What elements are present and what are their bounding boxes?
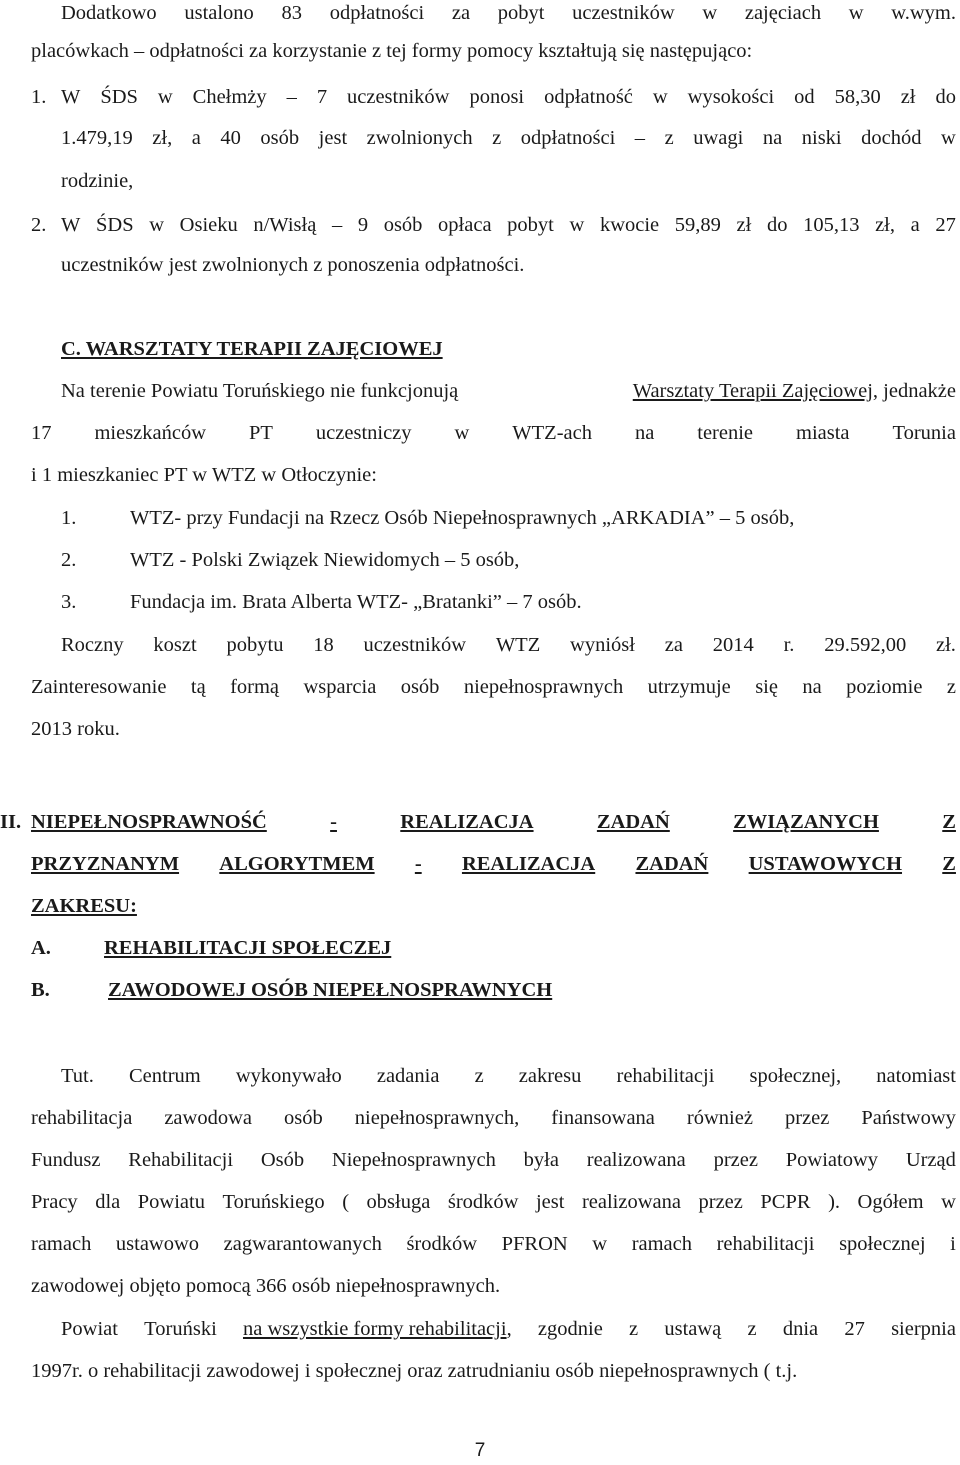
body-p2-line-2: 1997r. o rehabilitacji zawodowej i społecznej oraz zatrudnianiu osób niepełnosprawnych ( t.j. [31,1360,798,1382]
body-p2-line-1-link-wrap [243,1316,512,1342]
word: Urząd [905,1149,956,1171]
word: zł, [875,214,895,236]
word: społecznej [839,1233,926,1255]
wtz-interest-line-2: 2013 roku. [31,718,120,740]
body-p2-line-1-pre-1: Powiat [61,1318,118,1340]
word: terenie [697,422,754,444]
sds-item-2-line-2: uczestników jest zwolnionych z ponoszenia odpłatności. [61,254,525,276]
word: - [414,853,422,875]
word: zawodowa [164,1107,252,1129]
word: uczestniczy [315,422,412,444]
word: rehabilitacja [31,1107,133,1129]
word: dochód [861,127,922,149]
word: Toruńskiego [222,1191,325,1213]
word: W [61,214,81,236]
word: uczestników [572,2,675,24]
word: 40 [220,127,241,149]
word: 29.592,00 [824,634,907,656]
intro-line-1 [61,0,956,26]
wtz-item-1-text: WTZ- przy Fundacji na Rzecz Osób Niepełnosprawnych „ARKADIA” – 5 osób, [130,507,795,529]
intro-line-2: placówkach – odpłatności za korzystanie z tej formy pomocy kształtują się następująco: [31,40,753,62]
word: – [634,127,646,149]
word: ZADAŃ [596,811,670,833]
word: odpłatność [544,86,633,108]
word: przez [713,1149,758,1171]
word: ). [828,1191,841,1213]
word: pobyt [507,214,554,236]
word: WTZ [495,634,541,656]
wtz-item-2-number: 2. [61,549,77,571]
word: w [702,2,718,24]
word: Państwowy [861,1107,956,1129]
word: za [664,634,683,656]
word: 17 [31,422,52,444]
word: się [755,676,778,698]
section-ii-b-text: ZAWODOWEJ OSÓB NIEPEŁNOSPRAWNYCH [108,979,553,1001]
word: ustalono [184,2,254,24]
body-p1-line-1 [61,1063,956,1089]
word: uczestników [347,86,450,108]
word: zajęciach [744,2,822,24]
wtz-cost-line [61,632,956,658]
body-p1-line-4 [31,1189,956,1215]
word: Ogółem [857,1191,924,1213]
word: zł [736,214,752,236]
word: osób [383,214,423,236]
word: 1.479,19 [61,127,133,149]
word: a [191,127,201,149]
word: od [794,86,815,108]
word: Niepełnosprawnych [331,1149,496,1171]
word: WTZ-ach [512,422,592,444]
word: niski [801,127,842,149]
word: w [454,422,470,444]
word: miasta [796,422,850,444]
word: i [950,1233,956,1255]
word: W [61,86,81,108]
word: w [157,86,173,108]
word: finansowana [551,1107,655,1129]
word: również [686,1107,753,1129]
section-c-line-1-rest [633,378,956,404]
word: 7 [316,86,328,108]
word: ALGORYTMEM [219,853,375,875]
word: pobyt [497,2,545,24]
body-p2-line-1 [61,1316,956,1342]
word: odpłatności [329,2,425,24]
word: NIEPEŁNOSPRAWNOŚĆ [31,811,267,833]
word: ( [342,1191,350,1213]
word: zadania [376,1065,440,1087]
word: 83 [281,2,302,24]
word: Centrum [128,1065,201,1087]
word: r. [783,634,795,656]
word: zł, [152,127,173,149]
word: odpłatności [520,127,616,149]
wtz-item-1-number: 1. [61,507,77,529]
section-c-line-2 [31,420,956,446]
word: 2014 [712,634,754,656]
word: w [652,86,668,108]
word: do [766,214,788,236]
word: wyniósł [570,634,635,656]
body-p2-line-1-post-4: z [747,1318,757,1340]
word: zakresu [518,1065,582,1087]
word: – [286,86,297,108]
word: pobytu [226,634,284,656]
word: ramach [31,1233,92,1255]
word: ramach [631,1233,693,1255]
word: osób [284,1107,323,1129]
word: PCPR [760,1191,811,1213]
word: wykonywało [235,1065,342,1087]
word: REALIZACJA [461,853,596,875]
wtz-interest-line-1 [31,674,956,700]
wtz-item-3-number: 3. [61,591,77,613]
word: Pracy [31,1191,78,1213]
rehabilitation-link-text: na wszystkie formy rehabilitacji [242,1318,507,1340]
word: zagwarantowanych [223,1233,382,1255]
word: 58,30 [834,86,881,108]
word: Z [942,853,956,875]
word: wysokości [687,86,775,108]
page-number: 7 [474,1440,486,1461]
word: REALIZACJA [400,811,534,833]
word: z [664,127,674,149]
word: PT [249,422,273,444]
section-ii-title-line-2 [31,851,956,877]
word: ZADAŃ [635,853,709,875]
word: osób [260,127,300,149]
body-p2-line-1-comma: , [506,1318,512,1340]
sds-item-1-number: 1. [31,86,47,108]
word: w [941,127,956,149]
word: w.wym. [891,2,956,24]
section-ii-a-text: REHABILITACJI SPOŁECZEJ [104,937,392,959]
word: PRZYZNANYM [31,853,180,875]
word: Z [942,811,956,833]
word: obsługa [366,1191,431,1213]
word: za [451,2,471,24]
sds-item-1-line-2 [61,125,956,151]
wtz-item-3-text: Fundacja im. Brata Alberta WTZ- „Bratanki” – 7 osób. [130,591,582,613]
word: Roczny [61,634,124,656]
section-ii-numeral: II. [0,811,22,833]
word: zł. [935,634,956,656]
word: poziomie [846,676,923,698]
word: jest [535,1191,565,1213]
sds-item-2-number: 2. [31,214,47,236]
word: tą [190,676,206,698]
word: do [935,86,956,108]
body-p2-line-1-post-5: dnia [782,1318,819,1340]
word: osób [400,676,440,698]
body-p2-line-1-post-2: z [629,1318,639,1340]
word: uczestników [363,634,467,656]
word: natomiast [876,1065,956,1087]
body-p2-line-1-post-7: sierpnia [891,1318,956,1340]
word: z [474,1065,484,1087]
word: społecznej, [749,1065,842,1087]
body-p2-line-1-post-6: 27 [844,1318,865,1340]
word: zł [900,86,916,108]
word: kwocie [599,214,660,236]
sds-item-1-line-1 [61,84,956,110]
word: środków [406,1233,478,1255]
word: w [592,1233,608,1255]
section-c-line-1-pre: Na terenie Powiatu Toruńskiego nie funkcjonują [61,380,459,402]
section-c-heading: C. WARSZTATY TERAPII ZAJĘCIOWEJ [61,338,443,360]
word: Rehabilitacji [128,1149,234,1171]
sds-item-1-line-3: rodzinie, [61,170,134,192]
word: 9 [357,214,369,236]
body-p2-line-1-pre-2: Toruński [144,1318,217,1340]
word: w [848,2,864,24]
word: 59,89 [674,214,721,236]
word: przez [784,1107,830,1129]
word: mieszkańców [94,422,207,444]
word: 27 [935,214,956,236]
word: w [941,1191,956,1213]
section-c-line-1 [61,378,956,404]
word: środków [447,1191,519,1213]
word: realizowana [586,1149,686,1171]
word: USTAWOWYCH [748,853,903,875]
word: ŚDS [95,214,134,236]
word: rehabilitacji [716,1233,815,1255]
word: formą [230,676,280,698]
word: była [523,1149,559,1171]
section-c-line-3: i 1 mieszkaniec PT w WTZ w Otłoczynie: [31,464,377,486]
section-ii-b-letter: B. [31,979,50,1001]
word: – [331,214,343,236]
body-p2-line-1-post-3: ustawą [664,1318,722,1340]
body-p1-line-3 [31,1147,956,1173]
word: 18 [313,634,334,656]
word: realizowana [581,1191,681,1213]
word: uwagi [693,127,744,149]
word: a [910,214,920,236]
body-p1-line-6: zawodowej objęto pomocą 366 osób niepełnosprawnych. [31,1275,501,1297]
sds-item-2-line-1 [61,212,956,238]
word: ŚDS [100,86,138,108]
word: 105,13 [803,214,860,236]
word: Chełmży [192,86,267,108]
wtz-item-2-text: WTZ - Polski Związek Niewidomych – 5 osób, [130,549,520,571]
word: Powiatu [137,1191,205,1213]
word: opłaca [438,214,492,236]
word: dla [95,1191,121,1213]
section-ii-title-line-3: ZAKRESU: [31,895,137,917]
word: utrzymuje [647,676,731,698]
word: Osób [260,1149,305,1171]
word: zwolnionych [366,127,473,149]
body-p2-line-1-post-1: zgodnie [537,1318,603,1340]
word: z [946,676,956,698]
word: Zainteresowanie [31,676,167,698]
word: Osieku [179,214,238,236]
word: w [149,214,165,236]
word: niepełnosprawnych [463,676,624,698]
word: jest [318,127,348,149]
word: - [330,811,337,833]
word: wsparcia [303,676,377,698]
word: PFRON [501,1233,568,1255]
word: Fundusz [31,1149,101,1171]
word: niepełnosprawnych, [354,1107,520,1129]
word: na [634,422,655,444]
word: rehabilitacji [616,1065,715,1087]
word: przez [698,1191,743,1213]
section-c-line-1-post: , jednakże [872,380,956,402]
body-p1-line-5 [31,1231,956,1257]
word: na [762,127,783,149]
body-p1-line-2 [31,1105,956,1131]
wtz-link-text: Warsztaty Terapii Zajęciowej [632,380,873,402]
word: Tut. [61,1065,94,1087]
word: Dodatkowo [61,2,157,24]
word: koszt [153,634,197,656]
section-ii-title-line-1 [31,809,956,835]
word: na [802,676,822,698]
word: n/Wisłą [253,214,317,236]
word: z [492,127,502,149]
word: ZWIĄZANYCH [733,811,879,833]
word: w [569,214,585,236]
section-ii-a-letter: A. [31,937,51,959]
word: Torunia [892,422,956,444]
word: ustawowo [115,1233,200,1255]
word: Powiatowy [785,1149,879,1171]
word: ponosi [469,86,525,108]
